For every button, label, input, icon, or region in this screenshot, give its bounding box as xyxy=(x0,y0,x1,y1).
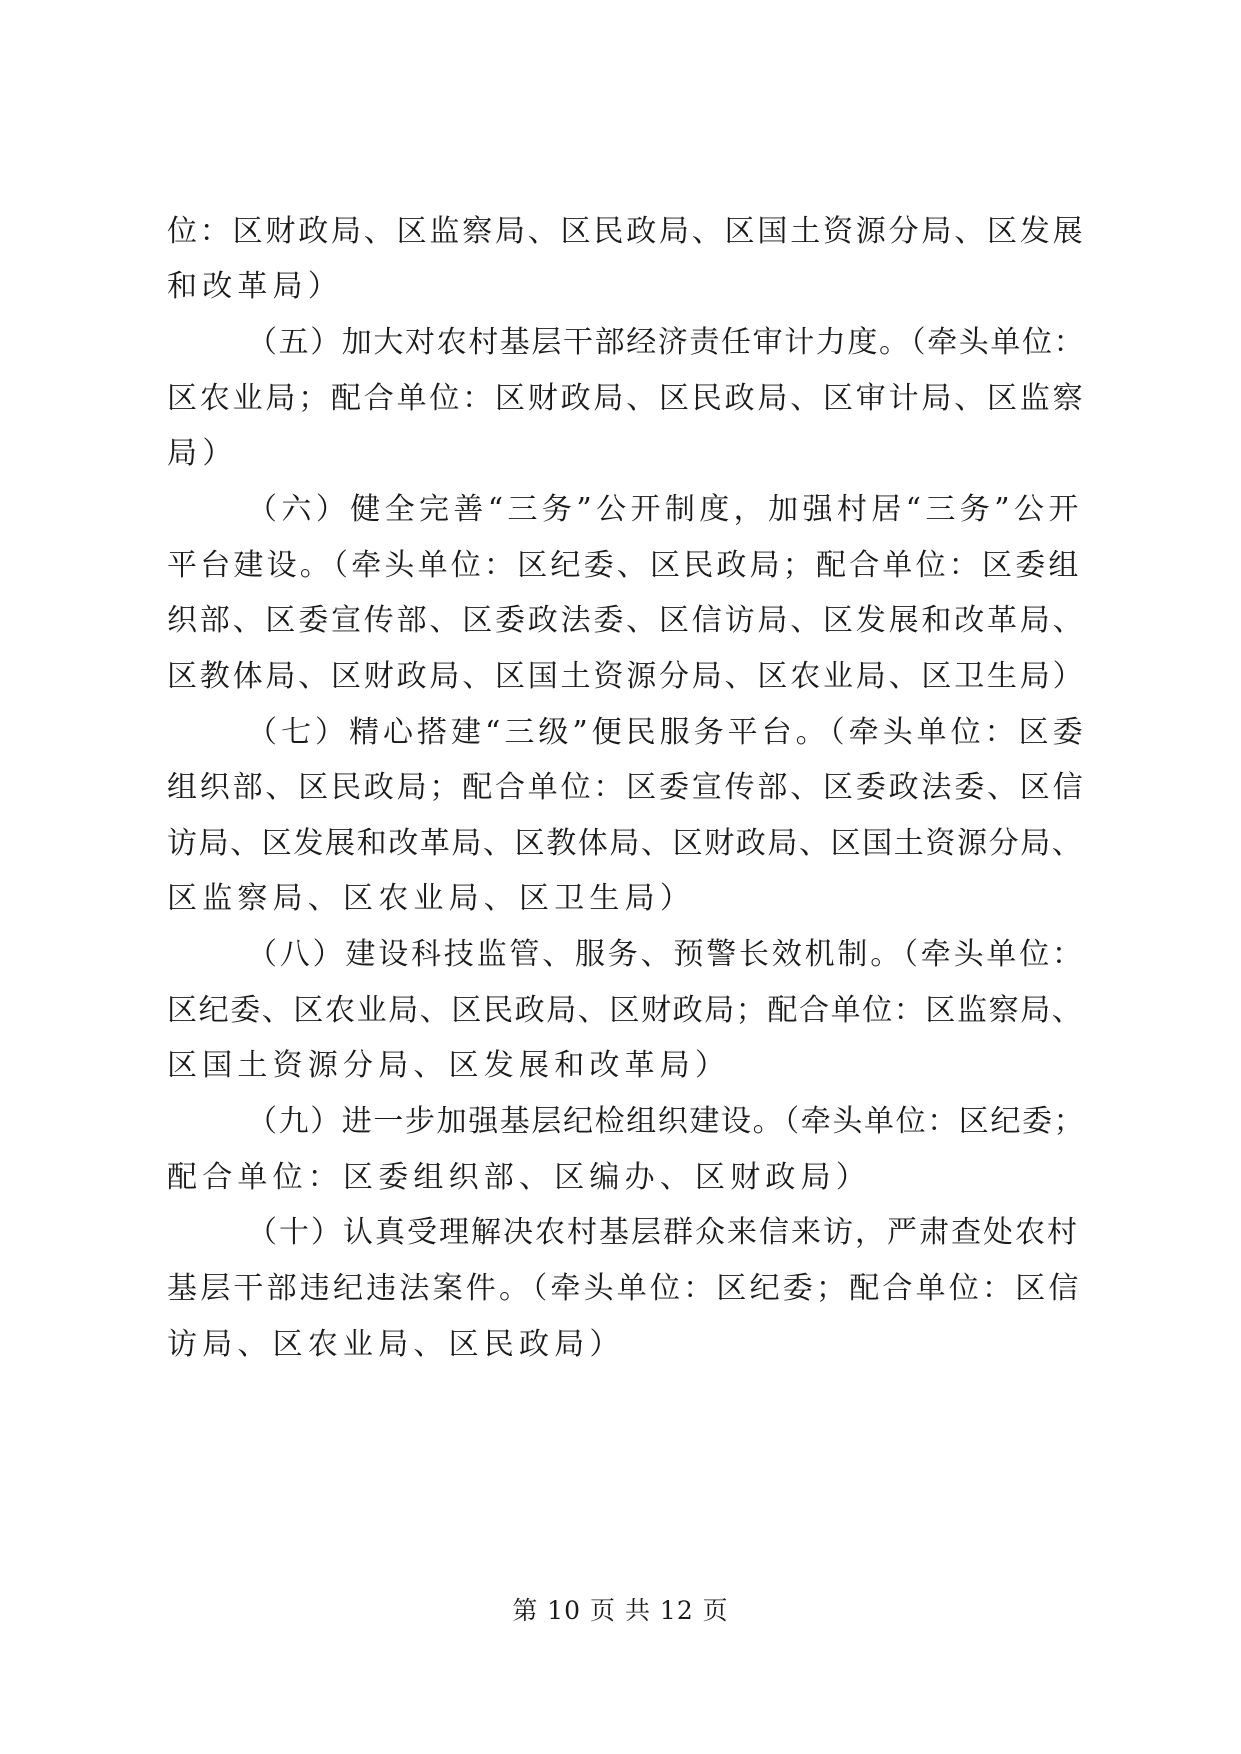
text-line: 区纪委、区农业局、区民政局、区财政局；配合单位：区监察局、 xyxy=(167,993,1084,1028)
text-line: （九）进一步加强基层纪检组织建设。（牵头单位：区纪委； xyxy=(247,1104,1086,1139)
text-line: 织部、区委宣传部、区委政法委、区信访局、区发展和改革局、 xyxy=(167,603,1086,638)
text-line: 基层干部违纪违法案件。（牵头单位：区纪委；配合单位：区信 xyxy=(167,1271,1082,1306)
text-line: 区教体局、区财政局、区国土资源分局、区农业局、区卫生局） xyxy=(167,659,1086,694)
text-line: 平台建设。（牵头单位：区纪委、区民政局；配合单位：区委组 xyxy=(167,548,1082,583)
text-line: 区农业局；配合单位：区财政局、区民政局、区审计局、区监察 xyxy=(167,381,1086,416)
text-line: 位：区财政局、区监察局、区民政局、区国土资源分局、区发展 xyxy=(167,214,1086,249)
text-line: （十）认真受理解决农村基层群众来信来访，严肃查处农村 xyxy=(247,1215,1079,1250)
text-line: 组织部、区民政局；配合单位：区委宣传部、区委政法委、区信 xyxy=(167,770,1086,805)
text-line: （五）加大对农村基层干部经济责任审计力度。（牵头单位： xyxy=(247,325,1086,360)
text-line: 区国土资源分局、区发展和改革局） xyxy=(167,1048,731,1083)
text-line: 访局、区农业局、区民政局） xyxy=(167,1327,625,1362)
page-number: 第 10 页 共 12 页 xyxy=(512,1596,729,1625)
text-line: 访局、区发展和改革局、区教体局、区财政局、区国土资源分局、 xyxy=(167,826,1084,861)
text-line: 和改革局） xyxy=(167,269,343,304)
text-line: （八）建设科技监管、服务、预警长效机制。（牵头单位： xyxy=(247,937,1085,972)
text-line: （七）精心搭建“三级”便民服务平台。（牵头单位：区委 xyxy=(247,715,1087,750)
text-line: 局） xyxy=(167,436,238,471)
text-line: 区监察局、区农业局、区卫生局） xyxy=(167,881,695,916)
text-line: （六）健全完善“三务”公开制度，加强村居“三务”公开 xyxy=(247,492,1083,527)
text-line: 配合单位：区委组织部、区编办、区财政局） xyxy=(167,1160,871,1195)
